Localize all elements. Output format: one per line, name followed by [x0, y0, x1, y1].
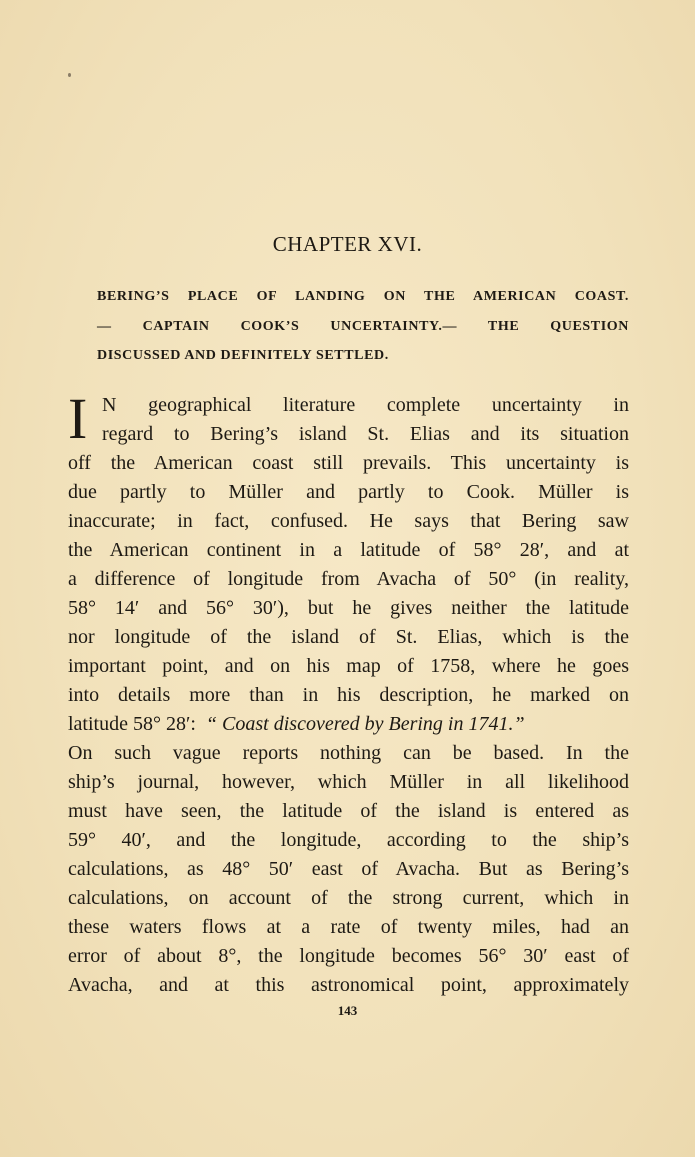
body-line: a difference of longitude from Avacha of 50° (in reality,: [68, 568, 629, 590]
body-line: must have seen, the latitude of the island is entered as: [68, 800, 629, 822]
body-line: the American continent in a latitude of 58° 28′, and at: [68, 539, 629, 561]
body-line: N geographical literature complete uncertainty in: [102, 394, 629, 416]
body-line: inaccurate; in fact, confused. He says that Bering saw: [68, 510, 629, 532]
chapter-title: CHAPTER XVI.: [272, 232, 423, 256]
body-line: important point, and on his map of 1758, where he goes: [68, 655, 629, 677]
body-line: nor longitude of the island of St. Elias, which is the: [68, 626, 629, 648]
body-line: calculations, on account of the strong current, which in: [68, 887, 629, 909]
body-line: into details more than in his description, he marked on: [68, 684, 629, 706]
chapter-summary-line-3: DISCUSSED AND DEFINITELY SETTLED.: [97, 348, 389, 363]
chapter-summary-line-1: BERING’S PLACE OF LANDING ON THE AMERICAN COAST.: [97, 289, 629, 304]
body-line: 58° 14′ and 56° 30′), but he gives neither the latitude: [68, 597, 629, 619]
body-line: due partly to Müller and partly to Cook. Müller is: [68, 481, 629, 503]
body-line: ship’s journal, however, which Müller in all likelihood: [68, 771, 629, 793]
body-line: Avacha, and at this astronomical point, approximately: [68, 974, 629, 996]
body-line-start: latitude 58° 28′:: [68, 713, 196, 735]
body-line: these waters flows at a rate of twenty miles, had an: [68, 916, 629, 938]
ink-speck: [68, 73, 71, 77]
page-number: 143: [337, 1003, 358, 1018]
body-line: 59° 40′, and the longitude, according to the ship’s: [68, 829, 629, 851]
body-line: regard to Bering’s island St. Elias and its situation: [102, 423, 629, 445]
body-line: calculations, as 48° 50′ east of Avacha. But as Bering’s: [68, 858, 629, 880]
body-line: off the American coast still prevails. This uncertainty is: [68, 452, 629, 474]
chapter-summary-line-2: — CAPTAIN COOK’S UNCERTAINTY.— THE QUESTION: [97, 319, 629, 334]
body-line: error of about 8°, the longitude becomes 56° 30′ east of: [68, 945, 629, 967]
body-text: [68, 386, 629, 1000]
body-line: On such vague reports nothing can be based. In the: [68, 742, 629, 764]
drop-cap: I: [68, 386, 88, 451]
map-quote: “ Coast discovered by Bering in 1741.”: [205, 713, 525, 735]
body-line: [68, 710, 629, 739]
